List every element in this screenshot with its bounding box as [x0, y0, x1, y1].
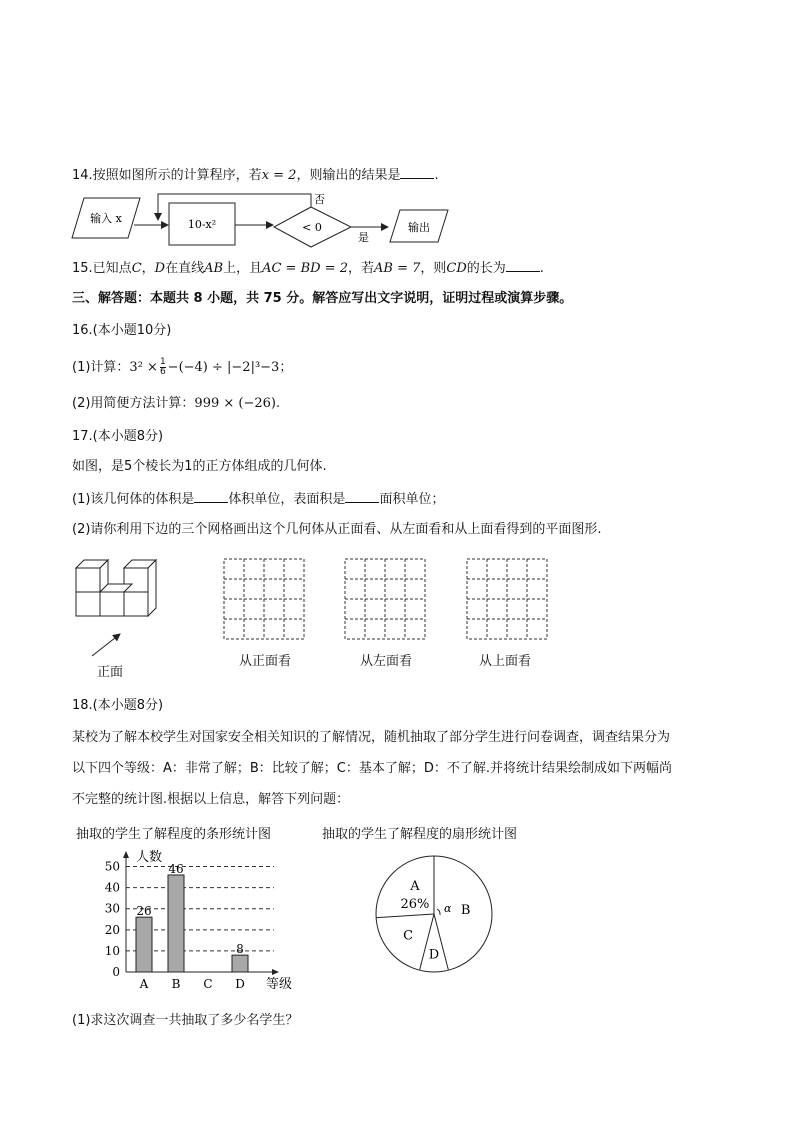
y-tick-label: 30	[104, 901, 120, 916]
q14-flowchart	[70, 190, 460, 250]
answer-blank	[506, 259, 540, 272]
grid-top-view[interactable]	[466, 558, 548, 640]
pie-slice-label: B	[460, 903, 471, 919]
y-axis-label: 人数	[136, 850, 163, 865]
grid-front-view[interactable]	[223, 558, 305, 640]
x-axis-arrow	[272, 969, 279, 975]
bar-data-label: 26	[136, 904, 152, 919]
q14-condition: x = 2	[261, 168, 297, 183]
bar-chart-title: 抽取的学生了解程度的条形统计图	[76, 827, 272, 842]
flow-input-label: 输入 x	[90, 212, 122, 225]
bar-chart	[96, 846, 293, 996]
fraction: $\frac{1}{6}$	[159, 357, 166, 377]
bar	[168, 875, 184, 972]
bar	[232, 955, 248, 972]
flow-process-label: 10-x²	[187, 218, 217, 231]
q14-text-b: ，则输出的结果是	[296, 168, 401, 183]
question-18-text-1: 某校为了解本校学生对国家安全相关知识的了解情况，随机抽取了部分学生进行问卷调查，调查结果分为	[72, 730, 671, 745]
pie-slice-label: D	[428, 947, 440, 963]
front-label: 正面	[97, 665, 124, 680]
flow-decision-label: < 0	[302, 221, 322, 234]
y-tick-label: 10	[104, 943, 120, 958]
pie-percent-label: 26%	[400, 897, 430, 913]
bar-data-label: 8	[236, 942, 244, 957]
question-17-part2: (2)请你利用下边的三个网格画出这个几何体从正面看、从左面看和从上面看得到的平面图形.	[72, 522, 602, 537]
question-17-header: 17.(本小题8分)	[72, 429, 164, 444]
bar-data-label: 46	[168, 861, 184, 876]
question-18-text-2: 以下四个等级：A：非常了解；B：比较了解；C：基本了解；D：不了解.并将统计结果绘制成如下两幅尚	[72, 761, 673, 776]
pie-chart	[370, 850, 500, 980]
question-16-part2: (2)用简便方法计算：999 × (−26).	[72, 396, 281, 411]
question-15: 15.已知点C，D在直线AB上，且AC = BD = 2，若AB = 7，则CD的长为 .	[72, 261, 544, 276]
y-tick-label: 0	[112, 965, 120, 979]
pie-chart-title: 抽取的学生了解程度的扇形统计图	[322, 827, 518, 842]
flow-yes-label: 是	[358, 231, 369, 244]
x-tick-label: B	[171, 977, 181, 991]
y-axis-arrow	[123, 851, 129, 858]
cube-solid-figure	[72, 556, 162, 674]
question-18-text-3: 不完整的统计图.根据以上信息，解答下列问题：	[72, 792, 350, 807]
x-axis-label: 等级	[266, 977, 293, 992]
y-tick-label: 50	[104, 859, 120, 874]
question-16-part1: (1)计算：3² × $\frac{1}{6}$ −(−4) ÷ |−2|³−3；	[72, 357, 293, 377]
flow-output-label: 输出	[408, 221, 430, 234]
pie-slice-label: A	[410, 879, 420, 895]
x-tick-label: A	[139, 977, 149, 991]
y-tick-label: 20	[104, 922, 120, 937]
grid-label-top: 从上面看	[479, 654, 532, 669]
bar	[136, 917, 152, 972]
answer-blank	[194, 490, 228, 503]
q14-text: 14.按照如图所示的计算程序，若	[72, 168, 262, 183]
question-18-part1: (1)求这次调查一共抽取了多少名学生？	[72, 1013, 299, 1028]
grid-left-view[interactable]	[344, 558, 426, 640]
question-17-text: 如图，是5个棱长为1的正方体组成的几何体.	[72, 459, 327, 474]
front-view-arrow	[92, 634, 120, 656]
question-17-part1: (1)该几何体的体积是 体积单位，表面积是 面积单位；	[72, 492, 445, 507]
question-16-header: 16.(本小题10分)	[72, 323, 172, 338]
question-18-header: 18.(本小题8分)	[72, 698, 164, 713]
question-14: 14.按照如图所示的计算程序，若x = 2，则输出的结果是 .	[72, 168, 439, 183]
grid-label-front: 从正面看	[239, 654, 292, 669]
flow-no-label: 否	[314, 193, 325, 206]
x-tick-label: D	[235, 977, 245, 991]
pie-slice-label: C	[403, 928, 414, 944]
grid-label-left: 从左面看	[360, 654, 413, 669]
y-tick-label: 40	[104, 880, 120, 895]
answer-blank	[345, 490, 379, 503]
answer-blank	[400, 166, 434, 179]
section-heading: 三、解答题：本题共 8 小题，共 75 分。解答应写出文字说明，证明过程或演算步骤。	[72, 291, 573, 306]
x-tick-label: C	[203, 977, 213, 991]
angle-label: α	[444, 902, 452, 915]
